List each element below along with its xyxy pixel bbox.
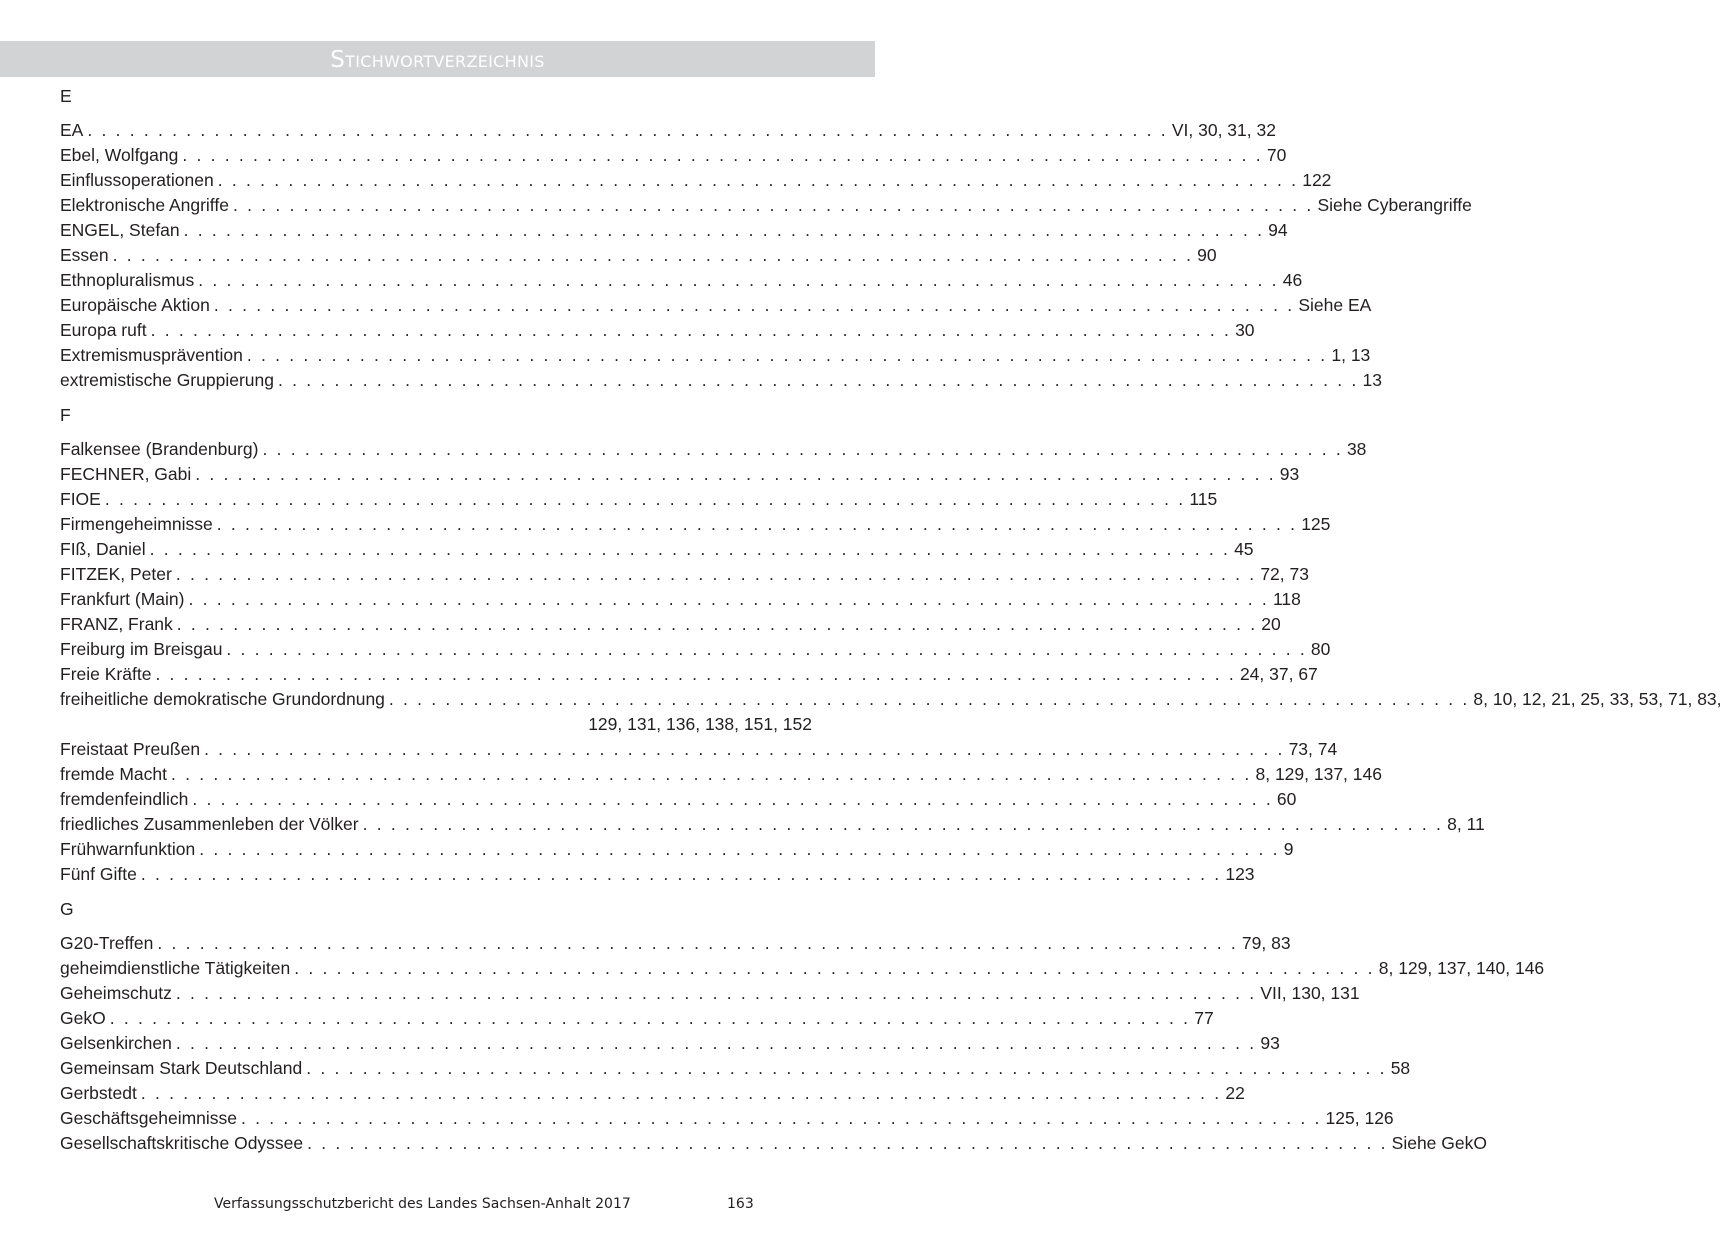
entry-term: Einflussoperationen: [60, 170, 214, 190]
entry-term: Firmengeheimnisse: [60, 514, 213, 534]
entry-term: FIß, Daniel: [60, 539, 146, 559]
entry-term: geheimdienstliche Tätigkeiten: [60, 958, 291, 978]
entry-pages: 9: [1283, 839, 1294, 859]
entry-pages: 70: [1266, 145, 1287, 165]
dot-leader: . . . . . . . . . . . . . . . . . . . . . . . . . . . . . . . . . . . . . . . . . . . . . . . . . . . . . . . . . . . . . . . . . . . . . . . . . . . . .: [195, 464, 1276, 484]
entry-term: Gemeinsam Stark Deutschland: [60, 1058, 303, 1078]
dot-leader: . . . . . . . . . . . . . . . . . . . . . . . . . . . . . . . . . . . . . . . . . . . . . . . . . . . . . . . . . . . . . . . . . . . . . . . . . . . . .: [199, 839, 1280, 859]
section-letter: G: [60, 899, 74, 919]
index-entry: [60, 1031, 1280, 1056]
entry-pages: 125, 126: [1325, 1108, 1394, 1128]
entry-term: fremdenfeindlich: [60, 789, 189, 809]
index-entry: [60, 837, 1294, 862]
entry-term: Gelsenkirchen: [60, 1033, 172, 1053]
entry-pages: VI, 30, 31, 32: [1171, 120, 1276, 140]
dot-leader: . . . . . . . . . . . . . . . . . . . . . . . . . . . . . . . . . . . . . . . . . . . . . . . . . . . . . . . . . . . . . . . . . . . . . . . . . . . . .: [140, 1083, 1222, 1103]
index-entry: [60, 1006, 1214, 1031]
entry-pages: 1, 13: [1331, 345, 1371, 365]
index-section: [60, 403, 1722, 887]
entry-pages: 93: [1279, 464, 1300, 484]
dot-leader: . . . . . . . . . . . . . . . . . . . . . . . . . . . . . . . . . . . . . . . . . . . . . . . . . . . . . . . . . . . . . . . . . . . . . . . . . . . . .: [226, 639, 1307, 659]
entry-pages: VII, 130, 131: [1260, 983, 1360, 1003]
entry-pages: 8, 129, 137, 146: [1255, 764, 1382, 784]
entry-term: Ethnopluralismus: [60, 270, 195, 290]
dot-leader: . . . . . . . . . . . . . . . . . . . . . . . . . . . . . . . . . . . . . . . . . . . . . . . . . . . . . . . . . . . . . . . . . . . . . . . . . . . . .: [112, 245, 1194, 265]
entry-pages: 38: [1346, 439, 1367, 459]
entry-term: Ebel, Wolfgang: [60, 145, 179, 165]
index-entry: [60, 293, 1372, 318]
entry-term: Fünf Gifte: [60, 864, 137, 884]
footer: [0, 1196, 875, 1218]
index-entry: [60, 931, 1291, 956]
index-entry: [60, 143, 1287, 168]
page-number: 163: [727, 1196, 754, 1212]
index-list: [60, 84, 1722, 1166]
entry-pages: 123: [1225, 864, 1255, 884]
entry-term: Freiburg im Breisgau: [60, 639, 223, 659]
index-section: [60, 84, 1472, 393]
entry-pages: 8, 10, 12, 21, 25, 33, 53, 71, 83,: [1473, 689, 1722, 709]
index-entry: [60, 318, 1255, 343]
entry-term: Geheimschutz: [60, 983, 172, 1003]
index-entry: [60, 662, 1318, 687]
dot-leader: . . . . . . . . . . . . . . . . . . . . . . . . . . . . . . . . . . . . . . . . . . . . . . . . . . . . . . . . . . . . . . . . . . . . . . . . . . . . .: [175, 983, 1257, 1003]
section-letter: E: [60, 86, 72, 106]
entry-pages: Siehe Cyberangriffe: [1317, 195, 1472, 215]
index-entry: [60, 687, 1722, 712]
entry-pages: Siehe GekO: [1391, 1133, 1487, 1153]
dot-leader: . . . . . . . . . . . . . . . . . . . . . . . . . . . . . . . . . . . . . . . . . . . . . . . . . . . . . . . . . . . . . . . . . . . . . . . . . . . . .: [149, 539, 1231, 559]
entry-pages: 79, 83: [1241, 933, 1291, 953]
index-entry: [60, 612, 1281, 637]
dot-leader: . . . . . . . . . . . . . . . . . . . . . . . . . . . . . . . . . . . . . . . . . . . . . . . . . . . . . . . . . . . . . . . . . . . . . . . . . . . . .: [306, 1058, 1387, 1078]
index-entry: [60, 218, 1288, 243]
dot-leader: . . . . . . . . . . . . . . . . . . . . . . . . . . . . . . . . . . . . . . . . . . . . . . . . . . . . . . . . . . . . . . . . . . . . . . . . . . . . .: [87, 120, 1168, 140]
entry-term: fremde Macht: [60, 764, 167, 784]
dot-leader: . . . . . . . . . . . . . . . . . . . . . . . . . . . . . . . . . . . . . . . . . . . . . . . . . . . . . . . . . . . . . . . . . . . . . . . . . . . . .: [175, 1033, 1257, 1053]
entry-pages: 46: [1282, 270, 1303, 290]
entry-pages: Siehe EA: [1298, 295, 1372, 315]
entry-pages: 77: [1194, 1008, 1214, 1028]
dot-leader: . . . . . . . . . . . . . . . . . . . . . . . . . . . . . . . . . . . . . . . . . . . . . . . . . . . . . . . . . . . . . . . . . . . . . . . . . . . . .: [150, 320, 1232, 340]
entry-term: Europa ruft: [60, 320, 147, 340]
dot-leader: . . . . . . . . . . . . . . . . . . . . . . . . . . . . . . . . . . . . . . . . . . . . . . . . . . . . . . . . . . . . . . . . . . . . . . . . . . . . .: [140, 864, 1222, 884]
section-letter: F: [60, 405, 71, 425]
index-entry: [60, 243, 1217, 268]
entry-term: Frühwarnfunktion: [60, 839, 196, 859]
entry-term: Elektronische Angriffe: [60, 195, 229, 215]
entry-pages: 58: [1390, 1058, 1411, 1078]
entry-term: Europäische Aktion: [60, 295, 210, 315]
dot-leader: . . . . . . . . . . . . . . . . . . . . . . . . . . . . . . . . . . . . . . . . . . . . . . . . . . . . . . . . . . . . . . . . . . . . . . . . . . . . .: [157, 933, 1238, 953]
dot-leader: . . . . . . . . . . . . . . . . . . . . . . . . . . . . . . . . . . . . . . . . . . . . . . . . . . . . . . . . . . . . . . . . . . . . . . . . . . . . .: [241, 1108, 1322, 1128]
entry-pages: 30: [1235, 320, 1255, 340]
index-entry: [60, 956, 1545, 981]
entry-term: Frankfurt (Main): [60, 589, 185, 609]
index-entry: [60, 812, 1485, 837]
dot-leader: . . . . . . . . . . . . . . . . . . . . . . . . . . . . . . . . . . . . . . . . . . . . . . . . . . . . . . . . . . . . . . . . . . . . . . . . . . . . .: [104, 489, 1186, 509]
index-entry: [60, 168, 1332, 193]
entry-pages: 45: [1234, 539, 1254, 559]
index-entry: [60, 368, 1382, 393]
entry-pages: 8, 129, 137, 140, 146: [1378, 958, 1545, 978]
index-entry: [60, 1106, 1394, 1131]
entry-term: ENGEL, Stefan: [60, 220, 180, 240]
entry-term: Extremismusprävention: [60, 345, 243, 365]
index-entry: [60, 343, 1371, 368]
entry-term: G20-Treffen: [60, 933, 154, 953]
dot-leader: . . . . . . . . . . . . . . . . . . . . . . . . . . . . . . . . . . . . . . . . . . . . . . . . . . . . . . . . . . . . . . . . . . . . . . . . . . . . .: [307, 1133, 1388, 1153]
entry-term: FIOE: [60, 489, 101, 509]
index-entry: [60, 1056, 1411, 1081]
entry-pages: 72, 73: [1260, 564, 1309, 584]
dot-leader: . . . . . . . . . . . . . . . . . . . . . . . . . . . . . . . . . . . . . . . . . . . . . . . . . . . . . . . . . . . . . . . . . . . . . . . . . . . . .: [262, 439, 1343, 459]
dot-leader: . . . . . . . . . . . . . . . . . . . . . . . . . . . . . . . . . . . . . . . . . . . . . . . . . . . . . . . . . . . . . . . . . . . . . . . . . . . . .: [155, 664, 1236, 684]
entry-pages: 93: [1260, 1033, 1280, 1053]
entry-term: Falkensee (Brandenburg): [60, 439, 259, 459]
dot-leader: . . . . . . . . . . . . . . . . . . . . . . . . . . . . . . . . . . . . . . . . . . . . . . . . . . . . . . . . . . . . . . . . . . . . . . . . . . . . .: [216, 514, 1298, 534]
index-entry: [60, 437, 1367, 462]
index-entry: [60, 787, 1297, 812]
dot-leader: . . . . . . . . . . . . . . . . . . . . . . . . . . . . . . . . . . . . . . . . . . . . . . . . . . . . . . . . . . . . . . . . . . . . . . . . . . . . .: [277, 370, 1359, 390]
entry-term: FRANZ, Frank: [60, 614, 173, 634]
index-entry: [60, 462, 1300, 487]
dot-leader: . . . . . . . . . . . . . . . . . . . . . . . . . . . . . . . . . . . . . . . . . . . . . . . . . . . . . . . . . . . . . . . . . . . . . . . . . . . . .: [183, 220, 1265, 240]
entry-pages: 13: [1362, 370, 1382, 390]
entry-term: GekO: [60, 1008, 106, 1028]
index-section: [60, 897, 1545, 1156]
entry-pages: 118: [1272, 589, 1301, 609]
index-entry: [60, 537, 1254, 562]
entry-term: friedliches Zusammenleben der Völker: [60, 814, 359, 834]
entry-term: Freistaat Preußen: [60, 739, 201, 759]
dot-leader: . . . . . . . . . . . . . . . . . . . . . . . . . . . . . . . . . . . . . . . . . . . . . . . . . . . . . . . . . . . . . . . . . . . . . . . . . . . . .: [217, 170, 1299, 190]
dot-leader: . . . . . . . . . . . . . . . . . . . . . . . . . . . . . . . . . . . . . . . . . . . . . . . . . . . . . . . . . . . . . . . . . . . . . . . . . . . . .: [362, 814, 1444, 834]
dot-leader: . . . . . . . . . . . . . . . . . . . . . . . . . . . . . . . . . . . . . . . . . . . . . . . . . . . . . . . . . . . . . . . . . . . . . . . . . . . . .: [232, 195, 1314, 215]
index-entry: [60, 562, 1309, 587]
entry-term: Gesellschaftskritische Odyssee: [60, 1133, 304, 1153]
dot-leader: . . . . . . . . . . . . . . . . . . . . . . . . . . . . . . . . . . . . . . . . . . . . . . . . . . . . . . . . . . . . . . . . . . . . . . . . . . . . .: [204, 739, 1285, 759]
dot-leader: . . . . . . . . . . . . . . . . . . . . . . . . . . . . . . . . . . . . . . . . . . . . . . . . . . . . . . . . . . . . . . . . . . . . . . . . . . . . .: [182, 145, 1263, 165]
dot-leader: . . . . . . . . . . . . . . . . . . . . . . . . . . . . . . . . . . . . . . . . . . . . . . . . . . . . . . . . . . . . . . . . . . . . . . . . . . . . .: [175, 564, 1257, 584]
index-entry: [60, 862, 1255, 887]
footer-text: Verfassungsschutzbericht des Landes Sachsen-Anhalt 2017: [214, 1196, 631, 1212]
entry-term: Essen: [60, 245, 109, 265]
entry-pages-continuation: 129, 131, 136, 138, 151, 152: [588, 714, 812, 734]
entry-pages: 24, 37, 67: [1239, 664, 1318, 684]
dot-leader: . . . . . . . . . . . . . . . . . . . . . . . . . . . . . . . . . . . . . . . . . . . . . . . . . . . . . . . . . . . . . . . . . . . . . . . . . . . . .: [109, 1008, 1191, 1028]
entry-term: EA: [60, 120, 84, 140]
entry-pages: 125: [1301, 514, 1331, 534]
entry-pages: 8, 11: [1447, 814, 1485, 834]
dot-leader: . . . . . . . . . . . . . . . . . . . . . . . . . . . . . . . . . . . . . . . . . . . . . . . . . . . . . . . . . . . . . . . . . . . . . . . . . . . . .: [176, 614, 1258, 634]
index-entry: [60, 737, 1338, 762]
index-entry: [60, 762, 1382, 787]
entry-term: Geschäftsgeheimnisse: [60, 1108, 238, 1128]
index-entry: [60, 512, 1331, 537]
page-title: Stichwortverzeichnis: [330, 47, 545, 73]
dot-leader: . . . . . . . . . . . . . . . . . . . . . . . . . . . . . . . . . . . . . . . . . . . . . . . . . . . . . . . . . . . . . . . . . . . . . . . . . . . . .: [213, 295, 1295, 315]
entry-term: extremistische Gruppierung: [60, 370, 274, 390]
index-entry: [60, 1081, 1245, 1106]
index-entry: [60, 587, 1301, 612]
entry-pages: 115: [1189, 489, 1218, 509]
dot-leader: . . . . . . . . . . . . . . . . . . . . . . . . . . . . . . . . . . . . . . . . . . . . . . . . . . . . . . . . . . . . . . . . . . . . . . . . . . . . .: [246, 345, 1328, 365]
index-entry: [60, 118, 1276, 143]
index-entry: [60, 981, 1360, 1006]
index-entry: [60, 487, 1218, 512]
index-entry: [60, 1131, 1487, 1156]
index-entry: [60, 637, 1331, 662]
entry-pages: 80: [1310, 639, 1331, 659]
entry-pages: 20: [1261, 614, 1281, 634]
entry-term: Freie Kräfte: [60, 664, 152, 684]
entry-pages: 122: [1302, 170, 1332, 190]
dot-leader: . . . . . . . . . . . . . . . . . . . . . . . . . . . . . . . . . . . . . . . . . . . . . . . . . . . . . . . . . . . . . . . . . . . . . . . . . . . . .: [388, 689, 1470, 709]
entry-term: FECHNER, Gabi: [60, 464, 192, 484]
index-entry: [60, 268, 1303, 293]
entry-term: Gerbstedt: [60, 1083, 137, 1103]
entry-pages: 22: [1225, 1083, 1245, 1103]
entry-term: FITZEK, Peter: [60, 564, 172, 584]
entry-pages: 94: [1268, 220, 1288, 240]
dot-leader: . . . . . . . . . . . . . . . . . . . . . . . . . . . . . . . . . . . . . . . . . . . . . . . . . . . . . . . . . . . . . . . . . . . . . . . . . . . . .: [198, 270, 1279, 290]
entry-pages: 90: [1197, 245, 1217, 265]
entry-pages: 60: [1276, 789, 1297, 809]
entry-term: freiheitliche demokratische Grundordnung: [60, 689, 385, 709]
dot-leader: . . . . . . . . . . . . . . . . . . . . . . . . . . . . . . . . . . . . . . . . . . . . . . . . . . . . . . . . . . . . . . . . . . . . . . . . . . . . .: [192, 789, 1273, 809]
dot-leader: . . . . . . . . . . . . . . . . . . . . . . . . . . . . . . . . . . . . . . . . . . . . . . . . . . . . . . . . . . . . . . . . . . . . . . . . . . . . .: [294, 958, 1375, 978]
dot-leader: . . . . . . . . . . . . . . . . . . . . . . . . . . . . . . . . . . . . . . . . . . . . . . . . . . . . . . . . . . . . . . . . . . . . . . . . . . . . .: [170, 764, 1252, 784]
dot-leader: . . . . . . . . . . . . . . . . . . . . . . . . . . . . . . . . . . . . . . . . . . . . . . . . . . . . . . . . . . . . . . . . . . . . . . . . . . . . .: [188, 589, 1269, 609]
index-entry: [60, 193, 1472, 218]
entry-pages: 73, 74: [1288, 739, 1338, 759]
